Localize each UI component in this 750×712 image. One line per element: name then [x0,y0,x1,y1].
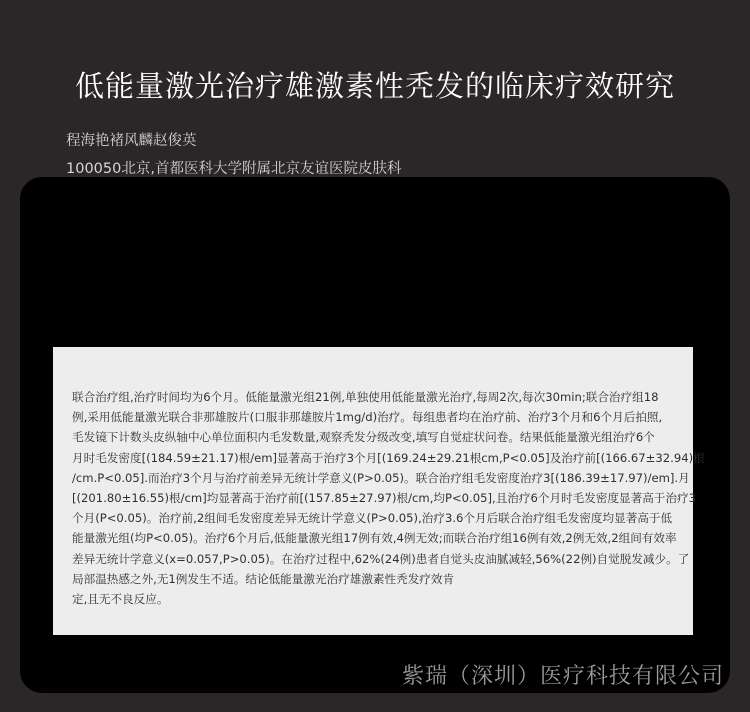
company-name: 紫瑞（深圳）医疗科技有限公司 [401,664,724,689]
abstract-line: 毛发镜下计数头皮纵轴中心单位面积内毛发数量,观察秃发分级改变,填写自觉症状问卷。结果低能量激光组治疗6个 [72,430,655,445]
abstract-line: 局部温热感之外,无1例发生不适。结论低能量激光治疗雄激素性秃发疗效肯 [72,571,455,586]
author-list: 程海艳褚风麟赵俊英 [66,133,197,149]
abstract-text [72,387,705,609]
abstract-line: 个月(P<0.05)。治疗前,2组间毛发密度差异无统计学意义(P>0.05),治疗3.6个月后联合治疗组毛发密度均显著高于低 [72,511,673,526]
abstract-line: 差异无统计学意义(x=0.057,P>0.05)。在治疗过程中,62%(24例)患者自觉头皮油腻减轻,56%(22例)自觉脱发减少。了 [72,551,690,566]
abstract-line: [(201.80±16.55)根/cm]均显著高于治疗前[(157.85±27.97)根/cm,均P<0.05],且治疗6个月时毛发密度显著高于治疗3 [72,490,696,505]
abstract-line: 月时毛发密度[(184.59±21.17)根/em]显著高于治疗3个月[(169.24±29.21根cm,P<0.05]及治疗前[(166.67±32.94)根 [72,450,705,465]
abstract-line: 能量激光组(均P<0.05)。治疗6个月后,低能量激光组17例有效,4例无效;而联合治疗组16例有效,2例无效,2组间有效率 [72,531,677,546]
affiliation-line: 100050北京,首都医科大学附属北京友谊医院皮肤科 [66,161,402,177]
abstract-line: 例,采用低能量激光联合非那雄胺片(口服非那雄胺片1mg/d)治疗。每组患者均在治疗前、治疗3个月和6个月后拍照, [72,410,663,425]
abstract-line: 定,且无不良反应。 [72,591,169,606]
abstract-line: 联合治疗组,治疗时间均为6个月。低能量激光组21例,单独使用低能量激光治疗,每周2次,每次30min;联合治疗组18 [72,390,659,404]
abstract-line: /cm.P<0.05].而治疗3个月与治疗前差异无统计学意义(P>0.05)。联合治疗组毛发密度治疗3[(186.39±17.97)/em].月 [72,470,690,485]
page-title: 低能量激光治疗雄激素性秃发的临床疗效研究 [74,69,675,103]
